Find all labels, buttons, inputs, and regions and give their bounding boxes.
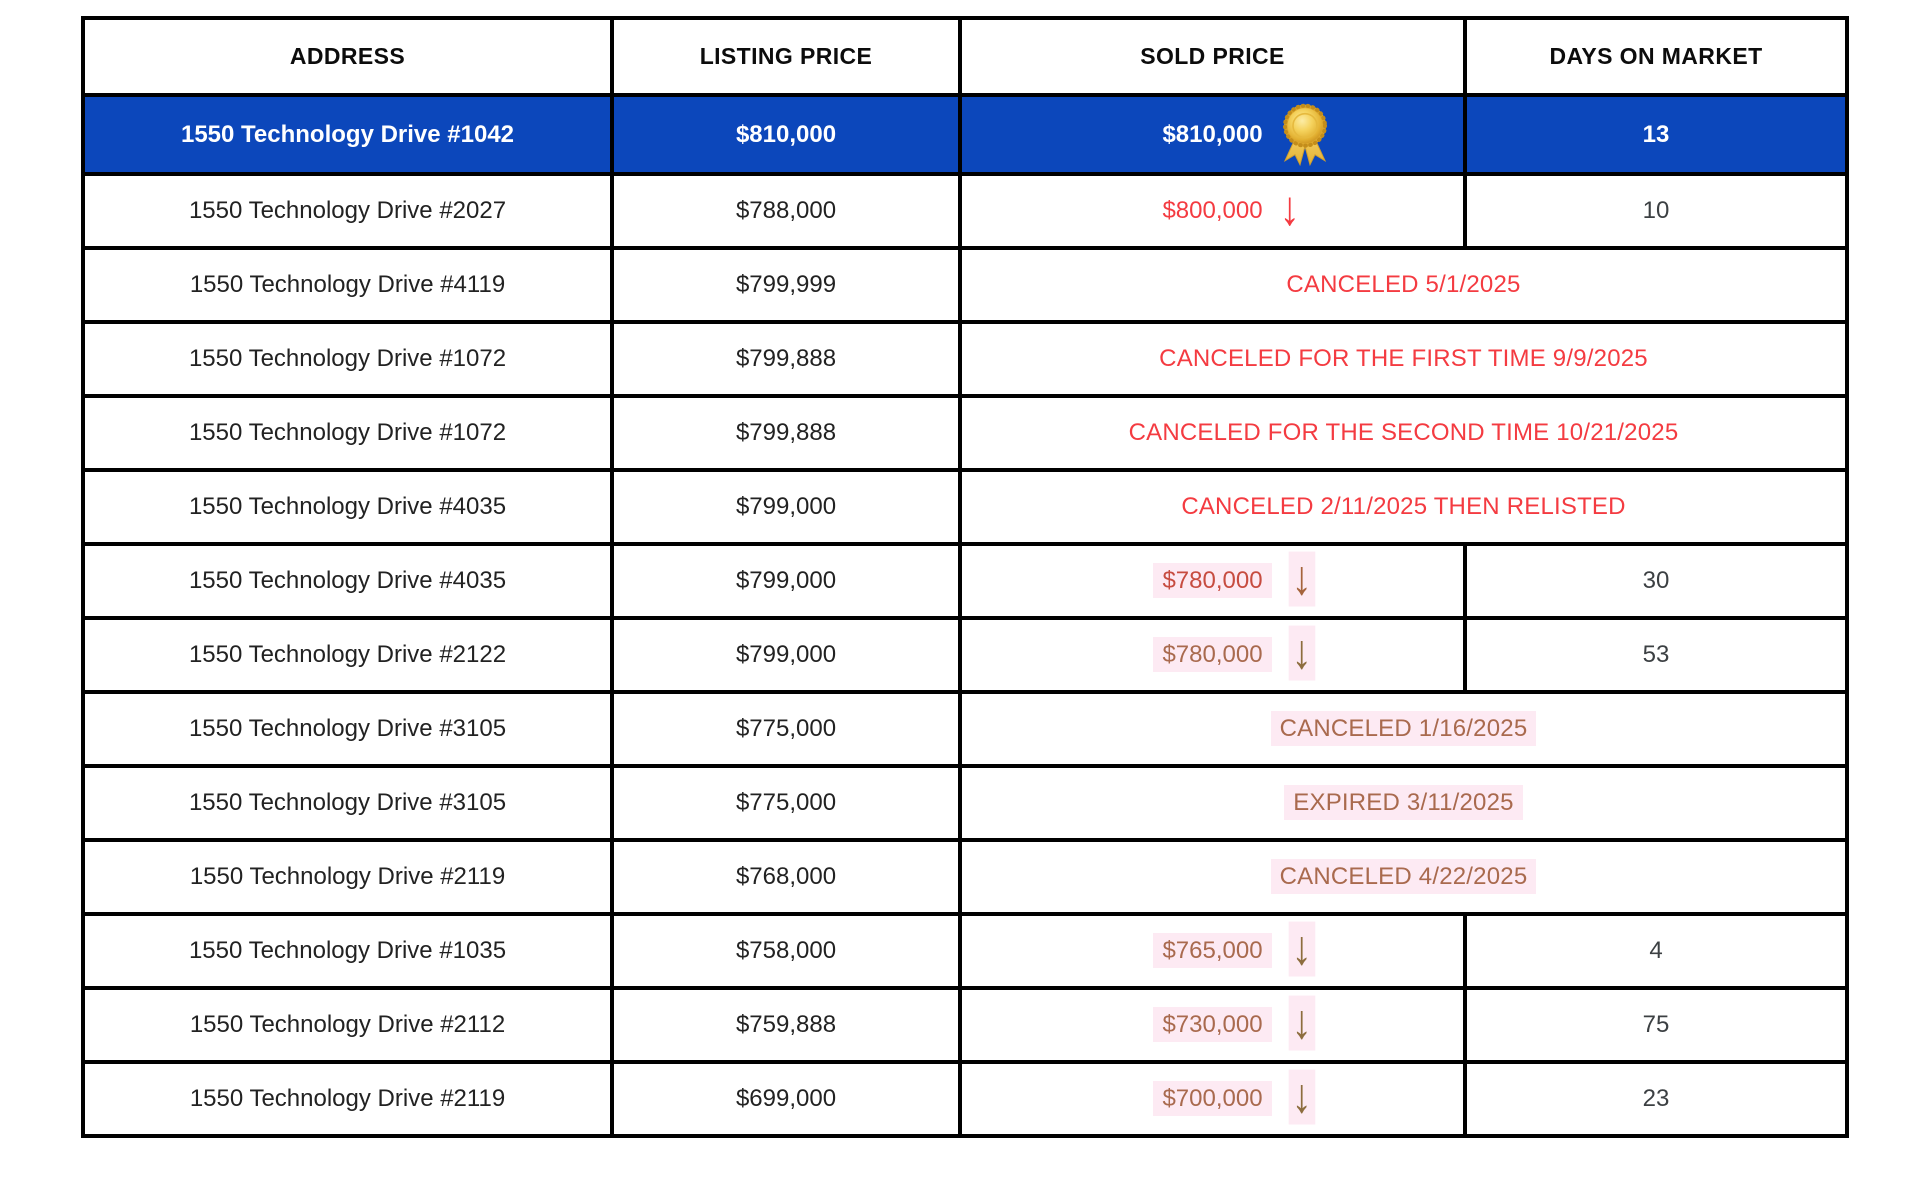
sold-price-text: $780,000 (1153, 563, 1271, 598)
sold-price-cell (960, 914, 1465, 988)
table-row[interactable] (83, 95, 1847, 174)
address-cell: 1550 Technology Drive #1072 (83, 322, 612, 396)
sold-price-text: $765,000 (1153, 933, 1271, 968)
address-cell: 1550 Technology Drive #3105 (83, 766, 612, 840)
sold-price-text: $700,000 (1153, 1081, 1271, 1116)
days-cell: 53 (1465, 618, 1847, 692)
days-cell: 13 (1465, 95, 1847, 174)
down-arrow-icon: ↓ (1288, 922, 1314, 977)
address-cell: 1550 Technology Drive #2119 (83, 1062, 612, 1136)
table-row[interactable] (83, 248, 1847, 322)
listing-price-cell: $759,888 (612, 988, 960, 1062)
table-row[interactable] (83, 1062, 1847, 1136)
table-row[interactable] (83, 840, 1847, 914)
listing-price-cell: $775,000 (612, 692, 960, 766)
days-cell: 75 (1465, 988, 1847, 1062)
sold-price-cell (960, 1062, 1465, 1136)
listing-price-cell: $775,000 (612, 766, 960, 840)
header-days-on-market: DAYS ON MARKET (1465, 18, 1847, 95)
listing-price-cell: $788,000 (612, 174, 960, 248)
status-text: CANCELED 4/22/2025 (1271, 859, 1537, 894)
days-cell: 4 (1465, 914, 1847, 988)
days-cell: 30 (1465, 544, 1847, 618)
table-row[interactable] (83, 470, 1847, 544)
sold-price-text: $730,000 (1153, 1007, 1271, 1042)
address-cell: 1550 Technology Drive #1035 (83, 914, 612, 988)
table-row[interactable] (83, 692, 1847, 766)
table-row[interactable] (83, 914, 1847, 988)
table-row[interactable] (83, 544, 1847, 618)
header-listing-price: LISTING PRICE (612, 18, 960, 95)
status-text: CANCELED FOR THE FIRST TIME 9/9/2025 (1159, 345, 1648, 372)
table-header-row (83, 18, 1847, 95)
status-cell (960, 322, 1847, 396)
address-cell: 1550 Technology Drive #2122 (83, 618, 612, 692)
medal-icon (1276, 100, 1334, 166)
status-text: CANCELED 2/11/2025 THEN RELISTED (1181, 493, 1626, 520)
table-row[interactable] (83, 174, 1847, 248)
sold-price-text: $780,000 (1153, 637, 1271, 672)
address-cell: 1550 Technology Drive #4119 (83, 248, 612, 322)
listing-price-cell: $799,888 (612, 322, 960, 396)
listing-price-cell: $799,000 (612, 544, 960, 618)
address-cell: 1550 Technology Drive #4035 (83, 544, 612, 618)
header-sold-price: SOLD PRICE (960, 18, 1465, 95)
sold-price-cell (960, 174, 1465, 248)
table-row[interactable] (83, 766, 1847, 840)
listing-price-cell: $768,000 (612, 840, 960, 914)
listings-table-body (83, 95, 1847, 1136)
table-row[interactable] (83, 322, 1847, 396)
days-cell: 10 (1465, 174, 1847, 248)
status-text: CANCELED FOR THE SECOND TIME 10/21/2025 (1128, 419, 1679, 446)
down-arrow-icon: ↓ (1288, 1070, 1314, 1125)
listing-price-cell: $799,999 (612, 248, 960, 322)
address-cell: 1550 Technology Drive #4035 (83, 470, 612, 544)
listing-price-cell: $799,888 (612, 396, 960, 470)
sold-price-cell (960, 618, 1465, 692)
status-cell (960, 396, 1847, 470)
status-cell (960, 470, 1847, 544)
status-text: CANCELED 5/1/2025 (1286, 271, 1521, 298)
address-cell: 1550 Technology Drive #1042 (83, 95, 612, 174)
sold-price-cell (960, 95, 1465, 174)
status-text: EXPIRED 3/11/2025 (1284, 785, 1522, 820)
down-arrow-icon: ↓ (1288, 552, 1314, 607)
header-address: ADDRESS (83, 18, 612, 95)
sold-price-text: $810,000 (1162, 120, 1263, 148)
address-cell: 1550 Technology Drive #1072 (83, 396, 612, 470)
days-cell: 23 (1465, 1062, 1847, 1136)
status-cell (960, 840, 1847, 914)
table-row[interactable] (83, 396, 1847, 470)
status-text: CANCELED 1/16/2025 (1271, 711, 1537, 746)
status-cell (960, 766, 1847, 840)
address-cell: 1550 Technology Drive #2119 (83, 840, 612, 914)
listing-price-cell: $810,000 (612, 95, 960, 174)
address-cell: 1550 Technology Drive #3105 (83, 692, 612, 766)
address-cell: 1550 Technology Drive #2027 (83, 174, 612, 248)
status-cell (960, 692, 1847, 766)
status-cell (960, 248, 1847, 322)
sold-price-cell (960, 544, 1465, 618)
down-arrow-icon: ↓ (1288, 996, 1314, 1051)
listing-price-cell: $799,000 (612, 618, 960, 692)
table-row[interactable] (83, 618, 1847, 692)
listing-price-cell: $699,000 (612, 1062, 960, 1136)
down-arrow-icon: ↓ (1279, 181, 1300, 236)
sold-price-text: $800,000 (1162, 197, 1263, 224)
listings-table (81, 16, 1849, 1138)
listing-price-cell: $799,000 (612, 470, 960, 544)
sold-price-cell (960, 988, 1465, 1062)
address-cell: 1550 Technology Drive #2112 (83, 988, 612, 1062)
table-row[interactable] (83, 988, 1847, 1062)
listing-price-cell: $758,000 (612, 914, 960, 988)
down-arrow-icon: ↓ (1288, 626, 1314, 681)
